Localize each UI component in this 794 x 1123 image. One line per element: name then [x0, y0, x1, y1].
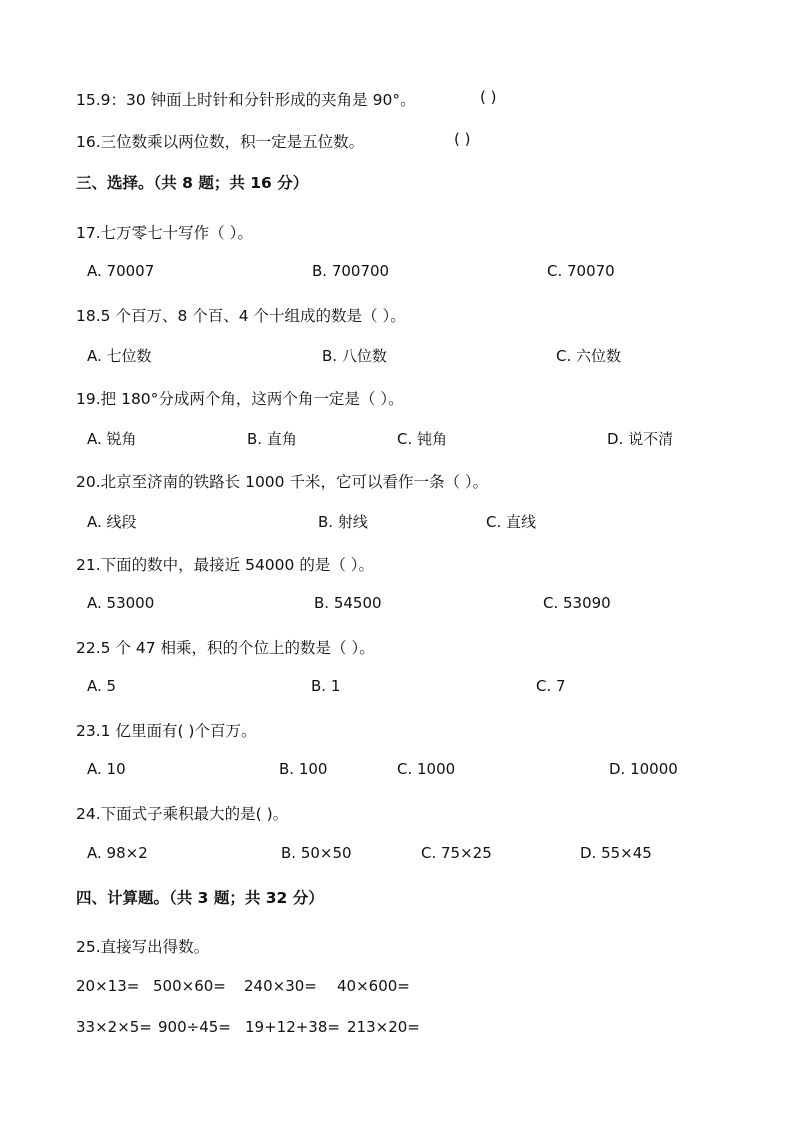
question-24: 24.下面式子乘积最大的是( )。: [76, 805, 289, 823]
option-17-c[interactable]: C. 70070: [547, 262, 615, 280]
option-17-b[interactable]: B. 700700: [312, 262, 390, 280]
calc-item: 240×30=: [244, 977, 317, 995]
question-20: 20.北京至济南的铁路长 1000 千米，它可以看作一条（ ）。: [76, 473, 489, 491]
option-19-a[interactable]: A. 锐角: [87, 430, 137, 448]
option-23-b[interactable]: B. 100: [279, 760, 328, 778]
option-20-c[interactable]: C. 直线: [486, 513, 537, 531]
option-17-a[interactable]: A. 70007: [87, 262, 155, 280]
option-20-a[interactable]: A. 线段: [87, 513, 137, 531]
answer-blank-16[interactable]: ( ): [454, 130, 471, 148]
calc-item: 20×13=: [76, 977, 140, 995]
option-22-b[interactable]: B. 1: [311, 677, 341, 695]
option-22-a[interactable]: A. 5: [87, 677, 117, 695]
option-19-d[interactable]: D. 说不清: [607, 430, 674, 448]
question-22: 22.5 个 47 相乘，积的个位上的数是（ ）。: [76, 639, 375, 657]
option-21-c[interactable]: C. 53090: [543, 594, 611, 612]
question-25: 25.直接写出得数。: [76, 938, 210, 956]
option-21-a[interactable]: A. 53000: [87, 594, 155, 612]
calc-item: 900÷45=: [158, 1018, 231, 1036]
option-20-b[interactable]: B. 射线: [318, 513, 368, 531]
question-23: 23.1 亿里面有( )个百万。: [76, 722, 257, 740]
calc-item: 40×600=: [337, 977, 410, 995]
option-24-d[interactable]: D. 55×45: [580, 844, 652, 862]
calc-item: 500×60=: [153, 977, 226, 995]
calc-item: 19+12+38=: [245, 1018, 340, 1036]
option-24-c[interactable]: C. 75×25: [421, 844, 492, 862]
calc-item: 33×2×5=: [76, 1018, 152, 1036]
calc-item: 213×20=: [347, 1018, 420, 1036]
answer-blank-15[interactable]: ( ): [480, 88, 497, 106]
question-15: 15.9：30 钟面上时针和分针形成的夹角是 90°。: [76, 91, 416, 109]
option-18-a[interactable]: A. 七位数: [87, 347, 152, 365]
question-18: 18.5 个百万、8 个百、4 个十组成的数是（ ）。: [76, 307, 406, 325]
option-24-a[interactable]: A. 98×2: [87, 844, 148, 862]
option-23-a[interactable]: A. 10: [87, 760, 126, 778]
option-23-d[interactable]: D. 10000: [609, 760, 678, 778]
question-17: 17.七万零七十写作（ ）。: [76, 224, 253, 242]
option-21-b[interactable]: B. 54500: [314, 594, 382, 612]
question-16: 16.三位数乘以两位数，积一定是五位数。: [76, 133, 365, 151]
option-19-c[interactable]: C. 钝角: [397, 430, 448, 448]
option-18-b[interactable]: B. 八位数: [322, 347, 387, 365]
option-22-c[interactable]: C. 7: [536, 677, 566, 695]
question-21: 21.下面的数中，最接近 54000 的是（ ）。: [76, 556, 374, 574]
option-24-b[interactable]: B. 50×50: [281, 844, 352, 862]
question-19: 19.把 180°分成两个角，这两个角一定是（ ）。: [76, 390, 404, 408]
option-18-c[interactable]: C. 六位数: [556, 347, 622, 365]
option-19-b[interactable]: B. 直角: [247, 430, 297, 448]
option-23-c[interactable]: C. 1000: [397, 760, 456, 778]
section-title-choice: 三、选择。（共 8 题；共 16 分）: [76, 174, 309, 192]
section-title-calculation: 四、计算题。（共 3 题；共 32 分）: [76, 889, 324, 907]
